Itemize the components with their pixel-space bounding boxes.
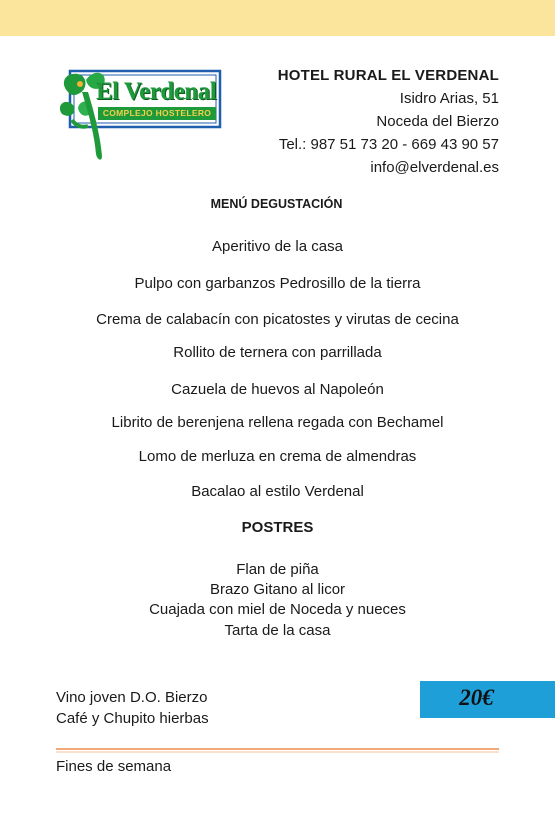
- hotel-info: [278, 64, 499, 179]
- top-band: [0, 0, 555, 36]
- hotel-email[interactable]: info@elverdenal.es: [370, 159, 499, 176]
- coffee-line: Café y Chupito hierbas: [56, 710, 209, 727]
- menu-dish: Bacalao al estilo Verdenal: [191, 483, 364, 500]
- el-verdenal-logo: [58, 62, 226, 168]
- logo-title: El Verdenal: [96, 78, 217, 105]
- hotel-name: HOTEL RURAL EL VERDENAL: [277, 67, 499, 84]
- wine-line: Vino joven D.O. Bierzo: [56, 689, 208, 706]
- postre-item: Cuajada con miel de Noceda y nueces: [149, 601, 406, 618]
- hotel-address: Isidro Arias, 51: [399, 90, 499, 107]
- price: 20€: [459, 685, 494, 710]
- menu-dish: Rollito de ternera con parrillada: [173, 344, 382, 361]
- menu-title: [0, 197, 555, 211]
- menu-dish: Cazuela de huevos al Napoleón: [171, 381, 384, 398]
- menu-dish: Lomo de merluza en crema de almendras: [138, 448, 417, 465]
- menu-dish: Crema de calabacín con picatostes y virutas de cecina: [96, 311, 459, 328]
- menu-dish: Aperitivo de la casa: [212, 238, 343, 255]
- price-box: [420, 681, 555, 718]
- hotel-town: Noceda del Bierzo: [376, 113, 499, 130]
- logo-subtitle: COMPLEJO HOSTELERO: [102, 108, 212, 118]
- postre-item: Brazo Gitano al licor: [209, 581, 346, 598]
- postre-item: Flan de piña: [236, 561, 319, 578]
- menu-dish: Pulpo con garbanzos Pedrosillo de la tierra: [134, 275, 421, 292]
- footer-note: Fines de semana: [56, 758, 172, 775]
- menu-title-text: MENÚ DEGUSTACIÓN: [210, 197, 343, 211]
- extras: [56, 687, 209, 729]
- menu-dish: Librito de berenjena rellena regada con Bechamel: [111, 414, 444, 431]
- postre-item: Tarta de la casa: [224, 622, 331, 639]
- hotel-phone: Tel.: 987 51 73 20 - 669 43 90 57: [278, 136, 499, 153]
- postres-title: POSTRES: [241, 519, 314, 536]
- divider: [56, 748, 499, 750]
